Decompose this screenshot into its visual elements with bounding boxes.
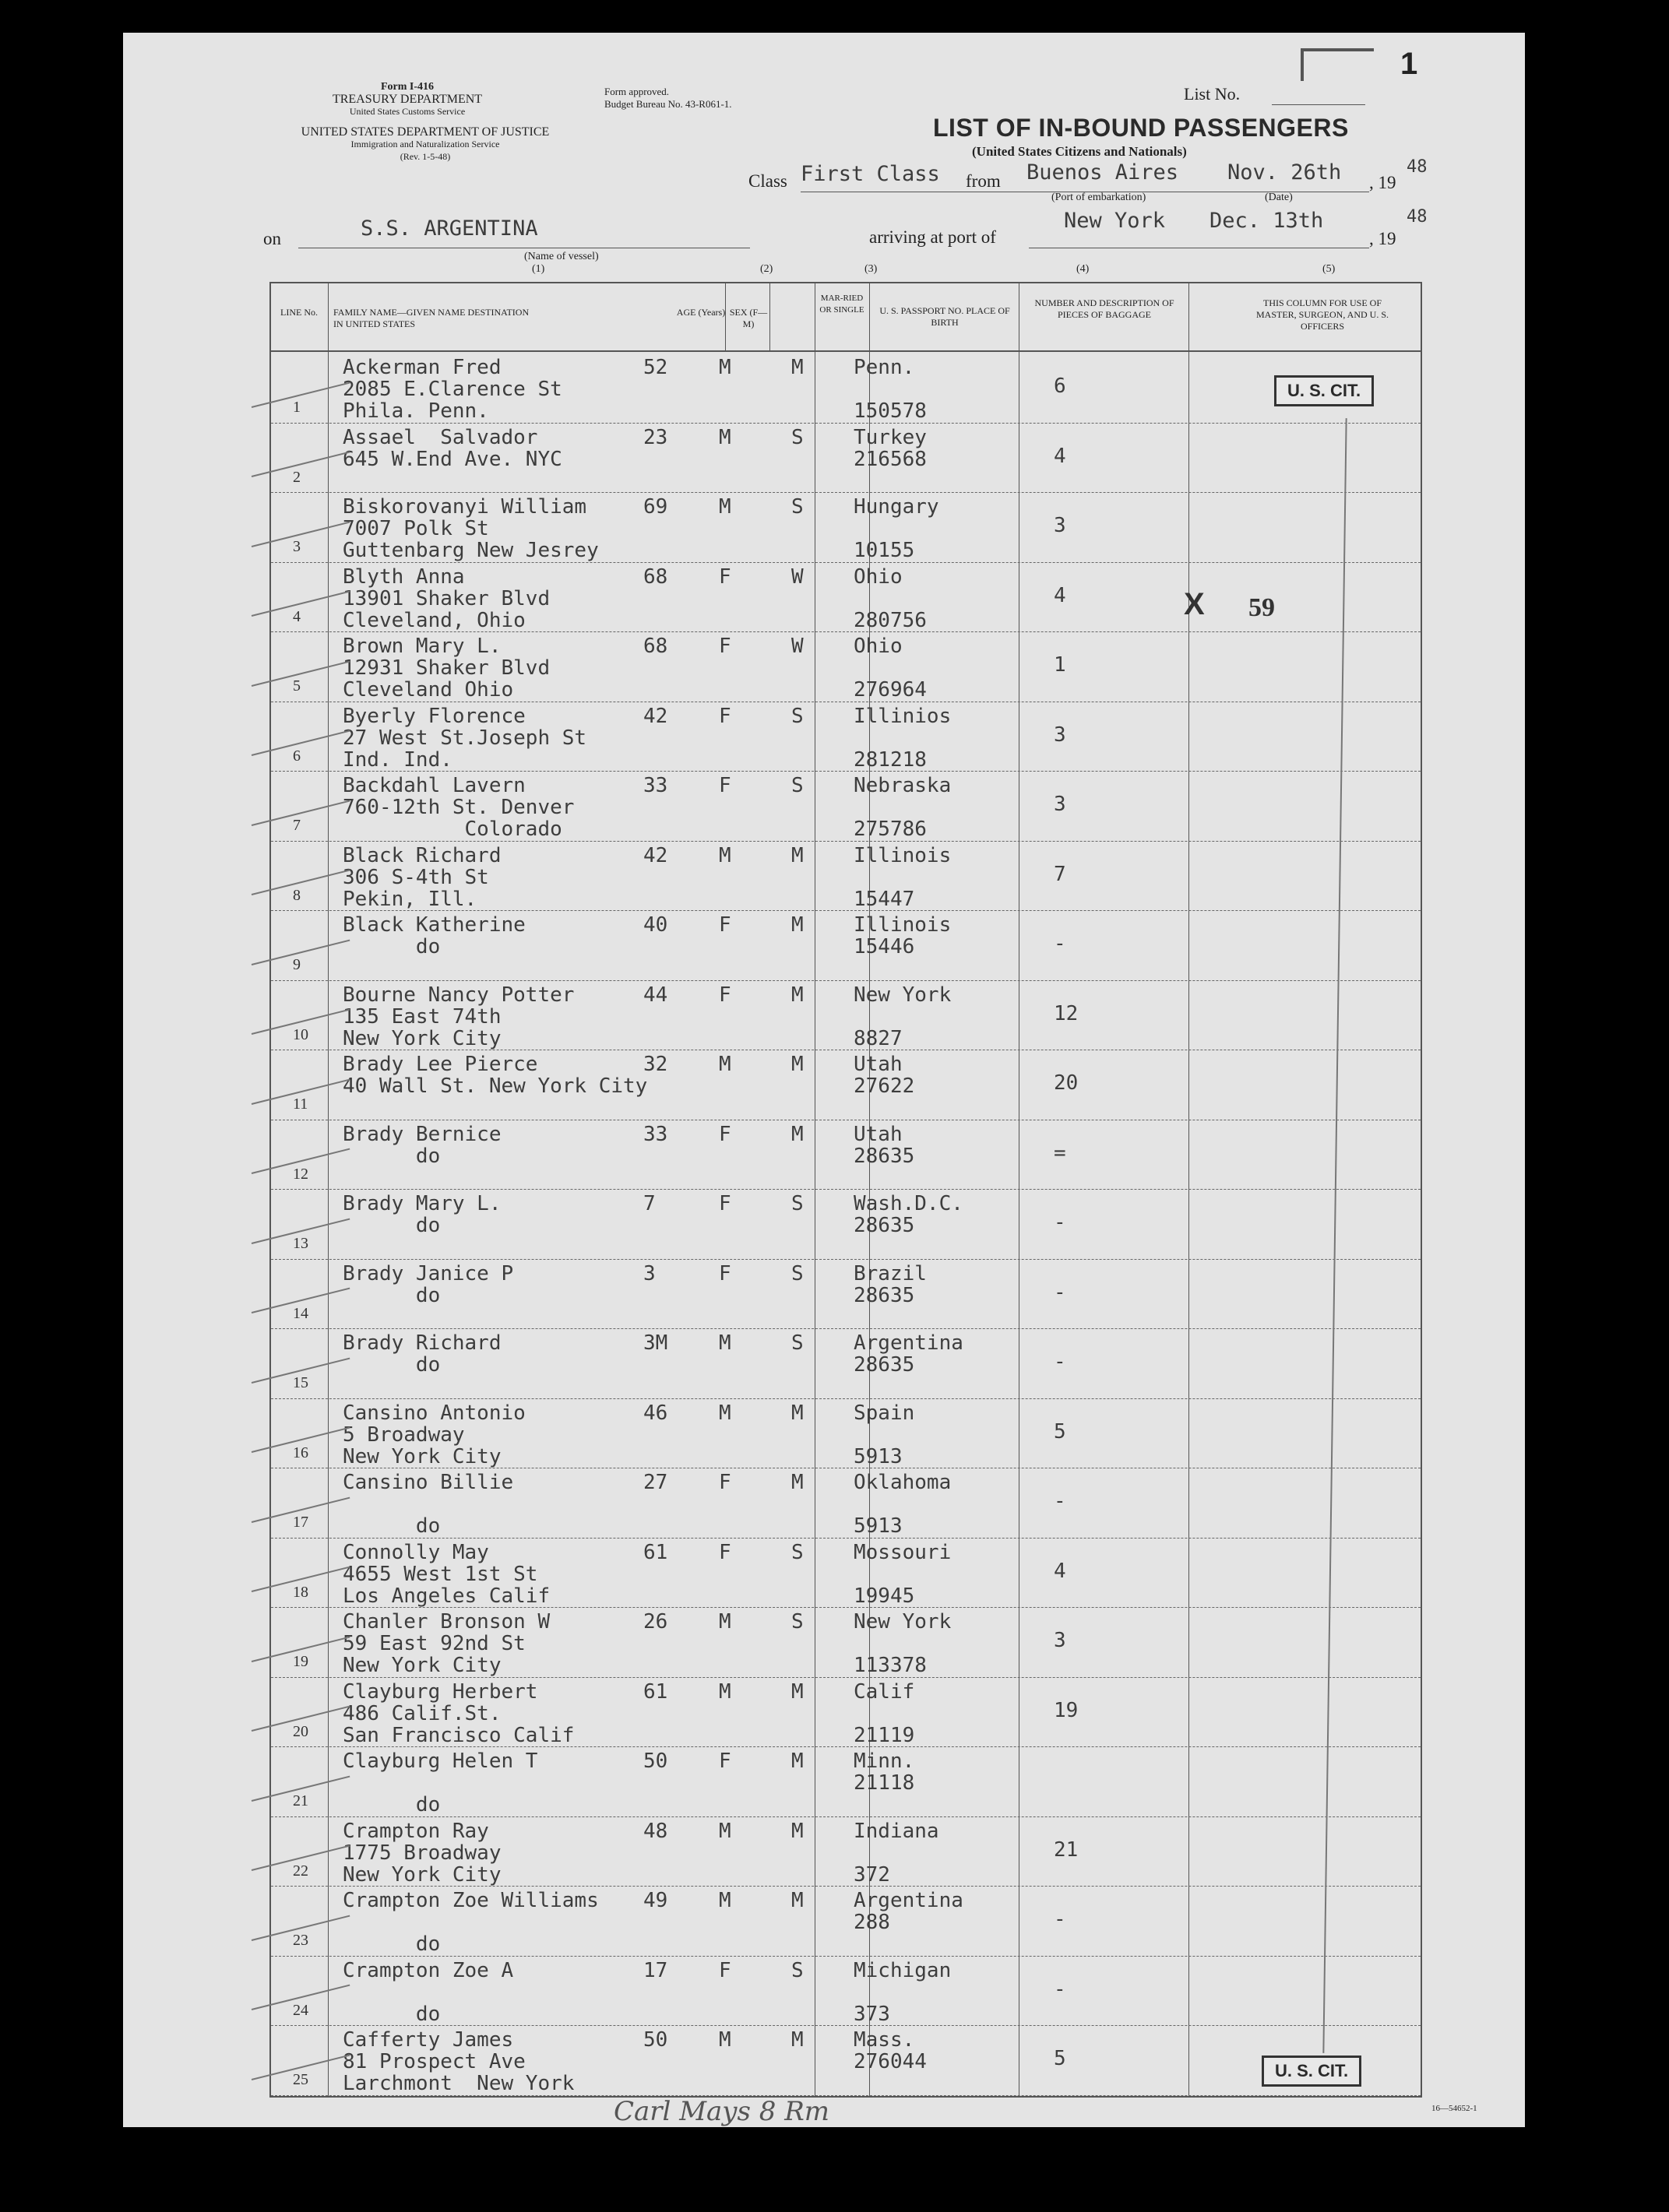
col-header-baggage: NUMBER AND DESCRIPTION OF PIECES OF BAGGAGE	[1034, 297, 1174, 320]
passenger-sex: M	[719, 425, 731, 449]
table-row	[123, 981, 1525, 1051]
marital-status: M	[791, 843, 804, 867]
table-row	[123, 1678, 1525, 1748]
table-row	[123, 1050, 1525, 1120]
line-number: 19	[293, 1653, 308, 1670]
line-number: 18	[293, 1583, 308, 1601]
page-title: LIST OF IN-BOUND PASSENGERS	[933, 114, 1349, 142]
passenger-sex: M	[719, 1679, 731, 1704]
on-label: on	[263, 229, 281, 248]
passenger-sex: F	[719, 774, 731, 797]
passport-birthplace: Illinois 15447	[854, 843, 952, 911]
passenger-age: 42	[643, 704, 668, 728]
table-row	[123, 1957, 1525, 2027]
line-number: 17	[293, 1514, 308, 1531]
passenger-name-destination: Crampton Zoe Williams do	[343, 1889, 599, 1956]
passenger-age: 33	[643, 774, 668, 797]
line-number: 13	[293, 1235, 308, 1252]
table-row	[123, 1190, 1525, 1260]
line-number: 8	[293, 886, 301, 904]
passport-birthplace: Ohio 280756	[854, 564, 927, 632]
passenger-age: 33	[643, 1122, 668, 1146]
passenger-name-destination: Ackerman Fred 2085 E.Clarence St Phila. Penn.	[343, 356, 562, 423]
passenger-age: 32	[643, 1053, 668, 1076]
passenger-name-destination: Brady Janice P do	[343, 1261, 514, 1307]
baggage-count: 4	[1054, 444, 1066, 468]
baggage-count: -	[1054, 932, 1066, 955]
date-caption: (Date)	[1265, 192, 1293, 203]
marital-status: M	[791, 1122, 804, 1146]
passenger-name-destination: Brady Mary L. do	[343, 1192, 502, 1237]
marital-status: S	[791, 495, 804, 519]
col-number-4: (4)	[1076, 263, 1090, 275]
passport-birthplace: Nebraska 275786	[854, 774, 952, 841]
table-row	[123, 1817, 1525, 1887]
baggage-count: 1	[1054, 653, 1066, 677]
passenger-age: 50	[643, 2028, 668, 2052]
form-code: 16—54652-1	[1431, 2104, 1477, 2113]
baggage-count: -	[1054, 1280, 1066, 1304]
passenger-age: 3M	[643, 1331, 668, 1355]
passenger-name-destination: Biskorovanyi William 7007 Polk St Guttenbarg New Jesrey	[343, 495, 599, 562]
passport-birthplace: New York 113378	[854, 1610, 952, 1677]
list-no-label: List No.	[1184, 84, 1241, 104]
passport-birthplace: New York 8827	[854, 983, 952, 1050]
passenger-name-destination: Cafferty James 81 Prospect Ave Larchmont New York	[343, 2028, 575, 2095]
passenger-sex: F	[719, 983, 731, 1007]
page-subtitle: (United States Citizens and Nationals)	[972, 144, 1187, 159]
year-prefix-2: , 19	[1369, 229, 1396, 248]
passport-birthplace: Michigan 373	[854, 1958, 952, 2026]
passenger-age: 52	[643, 356, 668, 379]
table-row	[123, 1399, 1525, 1469]
x-mark: X	[1184, 587, 1205, 621]
marital-status: M	[791, 983, 804, 1007]
baggage-count: 20	[1054, 1071, 1079, 1095]
col-number-2: (2)	[760, 263, 773, 275]
passenger-sex: F	[719, 704, 731, 728]
passenger-name-destination: Clayburg Helen T do	[343, 1750, 538, 1816]
passport-birthplace: Illinois 15446	[854, 913, 952, 958]
passenger-age: 3	[643, 1261, 656, 1285]
col-header-age: AGE (Years)	[676, 307, 726, 318]
table-row	[123, 702, 1525, 772]
marital-status: S	[791, 1261, 804, 1285]
passenger-age: 68	[643, 635, 668, 658]
line-number: 22	[293, 1862, 308, 1880]
table-row	[123, 493, 1525, 563]
passport-birthplace: Indiana 372	[854, 1819, 939, 1887]
list-no-value: 1	[1400, 47, 1418, 81]
arrival-port: New York	[1064, 209, 1166, 233]
form-revision: (Rev. 1-5-48)	[400, 151, 451, 162]
passenger-age: 7	[643, 1192, 656, 1215]
line-number: 23	[293, 1932, 308, 1949]
class-label: Class	[748, 171, 787, 191]
line-number: 7	[293, 817, 301, 834]
arriving-label: arriving at port of	[869, 227, 996, 247]
passenger-sex: F	[719, 1471, 731, 1494]
agency-customs: United States Customs Service	[349, 106, 466, 117]
marital-status: S	[791, 1610, 804, 1634]
passport-birthplace: Utah 28635	[854, 1122, 915, 1168]
passport-birthplace: Calif 21119	[854, 1679, 915, 1747]
passenger-age: 46	[643, 1401, 668, 1425]
passenger-name-destination: Brady Bernice do	[343, 1122, 502, 1168]
line-number: 3	[293, 538, 301, 555]
agency-justice: UNITED STATES DEPARTMENT OF JUSTICE	[301, 125, 550, 139]
passenger-name-destination: Clayburg Herbert 486 Calif.St. San Francisco Calif	[343, 1679, 575, 1747]
line-number: 10	[293, 1025, 308, 1043]
baggage-count: 5	[1054, 1419, 1066, 1444]
baggage-count: 3	[1054, 723, 1066, 747]
passenger-sex: M	[719, 1889, 731, 1912]
arrival-year: 48	[1407, 207, 1428, 227]
passenger-age: 40	[643, 913, 668, 937]
passenger-sex: F	[719, 1750, 731, 1773]
pencil-tick-mark	[252, 730, 350, 756]
passenger-sex: M	[719, 1610, 731, 1634]
pencil-tick-mark	[252, 382, 350, 407]
table-row	[123, 842, 1525, 912]
table-row	[123, 1468, 1525, 1539]
embark-year: 48	[1407, 157, 1428, 177]
vessel-caption: (Name of vessel)	[524, 251, 599, 262]
baggage-count: 3	[1054, 514, 1066, 537]
passenger-sex: F	[719, 1261, 731, 1285]
line-number: 16	[293, 1444, 308, 1461]
passenger-name-destination: Assael Salvador 645 W.End Ave. NYC	[343, 425, 562, 471]
passenger-age: 48	[643, 1819, 668, 1843]
marital-status: M	[791, 1679, 804, 1704]
marital-status: M	[791, 356, 804, 379]
line-number: 11	[293, 1095, 308, 1113]
passenger-sex: M	[719, 1401, 731, 1425]
marital-status: M	[791, 1750, 804, 1773]
passenger-age: 42	[643, 843, 668, 867]
marital-status: M	[791, 913, 804, 937]
line-number: 5	[293, 677, 301, 695]
line-number: 4	[293, 607, 301, 625]
line-number: 15	[293, 1374, 308, 1391]
passport-birthplace: Turkey 216568	[854, 425, 927, 471]
col-header-passport: U. S. PASSPORT NO. PLACE OF BIRTH	[879, 305, 1010, 328]
baggage-count: 4	[1054, 583, 1066, 607]
passenger-name-destination: Blyth Anna 13901 Shaker Blvd Cleveland, Ohio	[343, 564, 551, 632]
stamp-number: 59	[1248, 593, 1275, 622]
pencil-tick-mark	[252, 870, 350, 895]
us-citizen-stamp-bottom: U. S. CIT.	[1262, 2056, 1361, 2087]
table-row	[123, 772, 1525, 842]
passport-birthplace: Hungary 10155	[854, 495, 939, 562]
baggage-count: 3	[1054, 793, 1066, 816]
col-header-officers: THIS COLUMN FOR USE OF MASTER, SURGEON, AND U. S. OFFICERS	[1255, 297, 1389, 332]
marital-status: M	[791, 1053, 804, 1076]
passport-birthplace: Argentina 28635	[854, 1331, 963, 1377]
form-approval: Form approved.	[604, 86, 670, 97]
agency-treasury: TREASURY DEPARTMENT	[332, 93, 483, 106]
passenger-sex: F	[719, 635, 731, 658]
marital-status: S	[791, 774, 804, 797]
passport-birthplace: Illinios 281218	[854, 704, 952, 772]
vessel-name: S.S. ARGENTINA	[361, 216, 538, 241]
line-number: 20	[293, 1722, 308, 1740]
marital-status: W	[791, 564, 804, 589]
year-prefix: , 19	[1369, 173, 1396, 192]
passenger-sex: M	[719, 843, 731, 867]
line-number: 6	[293, 747, 301, 765]
passenger-name-destination: Black Katherine do	[343, 913, 526, 958]
baggage-count: 19	[1054, 1698, 1079, 1722]
embark-date: Nov. 26th	[1227, 160, 1342, 185]
passenger-name-destination: Cansino Billie do	[343, 1471, 514, 1538]
baggage-count: 21	[1054, 1837, 1079, 1862]
agency-ins: Immigration and Naturalization Service	[350, 139, 500, 149]
line-number: 9	[293, 956, 301, 973]
line-number: 21	[293, 1792, 308, 1809]
passenger-name-destination: Crampton Zoe A do	[343, 1958, 514, 2026]
passenger-name-destination: Brown Mary L. 12931 Shaker Blvd Cleveland Ohio	[343, 635, 551, 702]
col-number-3: (3)	[864, 263, 878, 275]
passport-birthplace: Wash.D.C. 28635	[854, 1192, 963, 1237]
marital-status: M	[791, 1819, 804, 1843]
table-row	[123, 632, 1525, 702]
passenger-sex: F	[719, 1958, 731, 1982]
passport-birthplace: Ohio 276964	[854, 635, 927, 702]
pencil-tick-mark	[252, 660, 350, 686]
marital-status: W	[791, 635, 804, 658]
marital-status: S	[791, 1958, 804, 1982]
passport-birthplace: Argentina 288	[854, 1889, 963, 1934]
passenger-age: 68	[643, 564, 668, 589]
passenger-age: 44	[643, 983, 668, 1007]
passenger-name-destination: Black Richard 306 S-4th St Pekin, Ill.	[343, 843, 502, 911]
col-header-line: LINE No.	[280, 307, 318, 318]
passport-birthplace: Penn. 150578	[854, 356, 927, 423]
passenger-age: 49	[643, 1889, 668, 1912]
passenger-sex: M	[719, 1331, 731, 1355]
passenger-name-destination: Brady Richard do	[343, 1331, 502, 1377]
passenger-name-destination: Cansino Antonio 5 Broadway New York City	[343, 1401, 526, 1468]
marital-status: M	[791, 2028, 804, 2052]
table-row	[123, 1539, 1525, 1609]
table-row	[123, 1887, 1525, 1957]
baggage-count: -	[1054, 1211, 1066, 1234]
passenger-sex: F	[719, 1192, 731, 1215]
table-row	[123, 911, 1525, 981]
arrival-date: Dec. 13th	[1209, 209, 1324, 233]
passenger-sex: M	[719, 1819, 731, 1843]
baggage-count: 7	[1054, 862, 1066, 886]
baggage-count: 3	[1054, 1629, 1066, 1652]
baggage-count: -	[1054, 1350, 1066, 1373]
table-row	[123, 563, 1525, 633]
col-header-married: MAR-RIED OR SINGLE	[819, 294, 864, 315]
passenger-sex: F	[719, 564, 731, 589]
passport-birthplace: Oklahoma 5913	[854, 1471, 952, 1538]
marital-status: S	[791, 1331, 804, 1355]
class-value: First Class	[801, 162, 940, 186]
officer-signature: Carl Mays 8 Rm	[614, 2096, 830, 2127]
passenger-sex: M	[719, 495, 731, 519]
marital-status: M	[791, 1889, 804, 1912]
passenger-name-destination: Bourne Nancy Potter 135 East 74th New York City	[343, 983, 575, 1050]
col-number-5: (5)	[1322, 263, 1336, 275]
embark-port: Buenos Aires	[1026, 160, 1179, 185]
passenger-sex: M	[719, 2028, 731, 2052]
passport-birthplace: Utah 27622	[854, 1053, 915, 1098]
passenger-age: 69	[643, 495, 668, 519]
marital-status: S	[791, 704, 804, 728]
line-number: 25	[293, 2071, 308, 2088]
table-row	[123, 1260, 1525, 1330]
passenger-name-destination: Byerly Florence 27 West St.Joseph St Ind. Ind.	[343, 704, 587, 772]
passport-birthplace: Mass. 276044	[854, 2028, 927, 2073]
pencil-tick-mark	[252, 800, 350, 825]
passenger-sex: F	[719, 913, 731, 937]
passenger-name-destination: Connolly May 4655 West 1st St Los Angeles Calif	[343, 1540, 551, 1608]
passenger-age: 61	[643, 1540, 668, 1564]
pencil-tick-mark	[252, 939, 350, 965]
budget-bureau: Budget Bureau No. 43-R061-1.	[604, 98, 732, 110]
marital-status: S	[791, 425, 804, 449]
table-row	[123, 1608, 1525, 1678]
passenger-sex: M	[719, 1053, 731, 1076]
passenger-age: 17	[643, 1958, 668, 1982]
col-header-sex: SEX (F—M)	[729, 307, 768, 329]
line-number: 14	[293, 1304, 308, 1322]
passenger-name-destination: Backdahl Lavern 760-12th St. Denver Colorado	[343, 774, 575, 841]
us-citizen-stamp: U. S. CIT.	[1274, 375, 1374, 406]
pencil-tick-mark	[252, 452, 350, 477]
baggage-count: -	[1054, 1908, 1066, 1931]
passenger-sex: F	[719, 1122, 731, 1146]
pencil-tick-mark	[252, 591, 350, 617]
passenger-age: 27	[643, 1471, 668, 1494]
baggage-count: =	[1054, 1141, 1066, 1165]
col-number-1: (1)	[532, 263, 545, 275]
line-number: 24	[293, 2001, 308, 2019]
marital-status: S	[791, 1192, 804, 1215]
passenger-name-destination: Crampton Ray 1775 Broadway New York City	[343, 1819, 502, 1887]
passport-birthplace: Minn. 21118	[854, 1750, 915, 1795]
baggage-count: 12	[1054, 1001, 1079, 1025]
passenger-sex: F	[719, 1540, 731, 1564]
baggage-count: 4	[1054, 1559, 1066, 1583]
port-embark-caption: (Port of embarkation)	[1051, 192, 1146, 203]
passenger-name-destination: Chanler Bronson W 59 East 92nd St New York City	[343, 1610, 551, 1677]
passport-birthplace: Brazil 28635	[854, 1261, 927, 1307]
passenger-age: 61	[643, 1679, 668, 1704]
baggage-count: 6	[1054, 375, 1066, 398]
passport-birthplace: Spain 5913	[854, 1401, 915, 1468]
col-header-name: FAMILY NAME—GIVEN NAME DESTINATION IN UNITED STATES	[333, 307, 530, 329]
line-number: 2	[293, 468, 301, 486]
marital-status: M	[791, 1471, 804, 1494]
manifest-page	[123, 33, 1525, 2127]
pencil-tick-mark	[252, 521, 350, 547]
baggage-count: -	[1054, 1489, 1066, 1513]
passenger-age: 50	[643, 1750, 668, 1773]
baggage-count: 5	[1054, 2047, 1066, 2070]
line-number: 12	[293, 1165, 308, 1183]
passenger-age: 26	[643, 1610, 668, 1634]
passenger-age: 23	[643, 425, 668, 449]
marital-status: S	[791, 1540, 804, 1564]
table-row	[123, 1120, 1525, 1190]
table-row	[123, 424, 1525, 494]
from-label: from	[966, 171, 1001, 191]
passenger-name-destination: Brady Lee Pierce 40 Wall St. New York City	[343, 1053, 648, 1098]
line-number: 1	[293, 399, 301, 416]
baggage-count: -	[1054, 1977, 1066, 2001]
marital-status: M	[791, 1401, 804, 1425]
passport-birthplace: Mossouri 19945	[854, 1540, 952, 1608]
table-row	[123, 1329, 1525, 1399]
passenger-sex: M	[719, 356, 731, 379]
table-row	[123, 1747, 1525, 1817]
form-number: Form I-416	[380, 81, 435, 93]
